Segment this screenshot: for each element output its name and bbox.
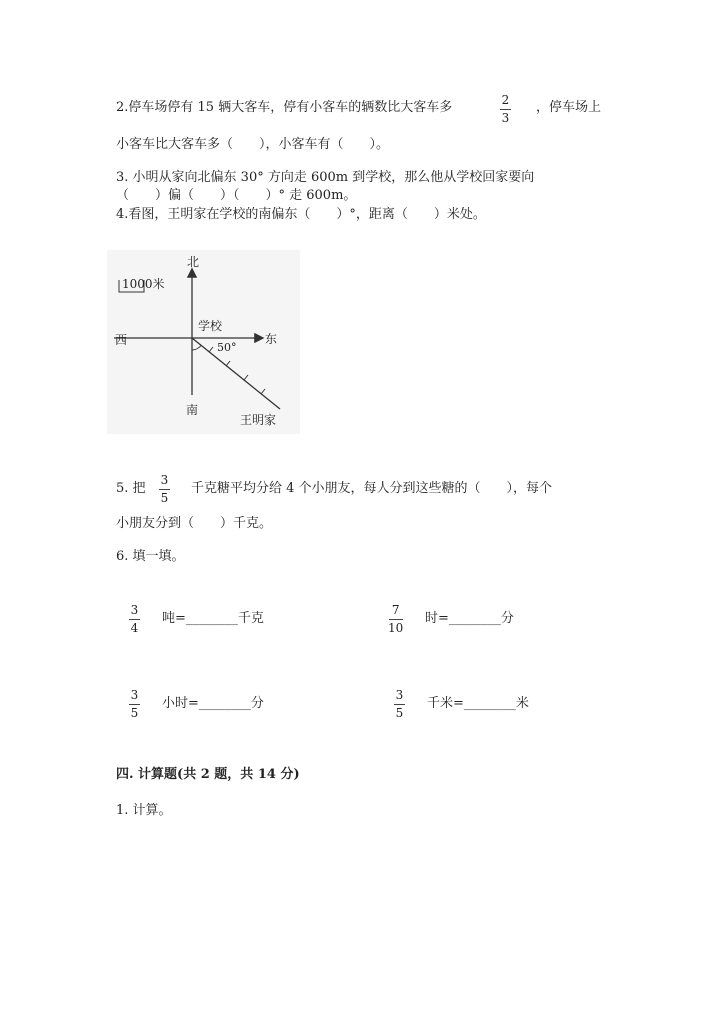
q5-line2: 小朋友分到（ ）千克。 (116, 516, 273, 531)
direction-map (100, 250, 300, 435)
q6-item4-text: 千米=________米 (427, 696, 529, 711)
section-four-q1: 1. 计算。 (116, 803, 172, 818)
fraction-numerator: 3 (395, 688, 404, 702)
fraction-denominator: 5 (160, 491, 169, 505)
fraction-numerator: 7 (391, 603, 400, 617)
q2-fraction (500, 94, 511, 125)
q6-item1-fraction (129, 604, 140, 635)
fraction-bar (389, 619, 403, 620)
fraction-numerator: 3 (130, 603, 139, 617)
south-label: 南 (186, 403, 199, 417)
q2-line1-end: ，停车场上 (536, 100, 602, 115)
fraction-denominator: 10 (388, 621, 404, 635)
q2-line2: 小客车比大客车多（ ），小客车有（ ）。 (116, 137, 390, 152)
west-label: 西 (115, 333, 128, 347)
q6-title: 6. 填一填。 (116, 549, 185, 564)
fraction-bar (129, 619, 140, 620)
north-label: 北 (187, 255, 200, 269)
home-label: 王明家 (240, 413, 277, 427)
fraction-denominator: 3 (501, 111, 510, 125)
school-label: 学校 (198, 319, 223, 333)
east-label: 东 (265, 332, 278, 346)
fraction-denominator: 5 (395, 706, 404, 720)
angle-label: 50° (217, 341, 237, 354)
fraction-bar (129, 704, 140, 705)
fraction-bar (500, 109, 511, 110)
q6-item4-fraction (394, 689, 405, 720)
q4-text: 4.看图，王明家在学校的南偏东（ ）°，距离（ ）米处。 (116, 207, 486, 222)
q6-item2-fraction (388, 604, 403, 635)
q3-line2: （ ）偏（ ）（ ）° 走 600m。 (116, 188, 357, 203)
fraction-numerator: 3 (160, 473, 169, 487)
section-four-title: 四. 计算题(共 2 题，共 14 分) (116, 767, 300, 782)
fraction-numerator: 2 (501, 93, 510, 107)
q6-item3-fraction (129, 689, 140, 720)
q3-line1: 3. 小明从家向北偏东 30° 方向走 600m 到学校，那么他从学校回家要向 (116, 170, 535, 185)
fraction-bar (159, 489, 170, 490)
scale-label: 1000米 (122, 277, 165, 291)
q5-intro: 5. 把 (116, 481, 146, 496)
q6-item3-text: 小时=________分 (162, 696, 264, 711)
q5-fraction (159, 474, 170, 505)
q6-item2-text: 时=________分 (425, 611, 514, 626)
fraction-bar (394, 704, 405, 705)
fraction-denominator: 5 (130, 706, 139, 720)
q6-item1-text: 吨=________千克 (162, 611, 264, 626)
fraction-numerator: 3 (130, 688, 139, 702)
q2-line1-text: 2.停车场停有 15 辆大客车，停有小客车的辆数比大客车多 (116, 100, 453, 115)
fraction-denominator: 4 (130, 621, 139, 635)
q5-text: 千克糖平均分给 4 个小朋友，每人分到这些糖的（ ），每个 (191, 481, 553, 496)
